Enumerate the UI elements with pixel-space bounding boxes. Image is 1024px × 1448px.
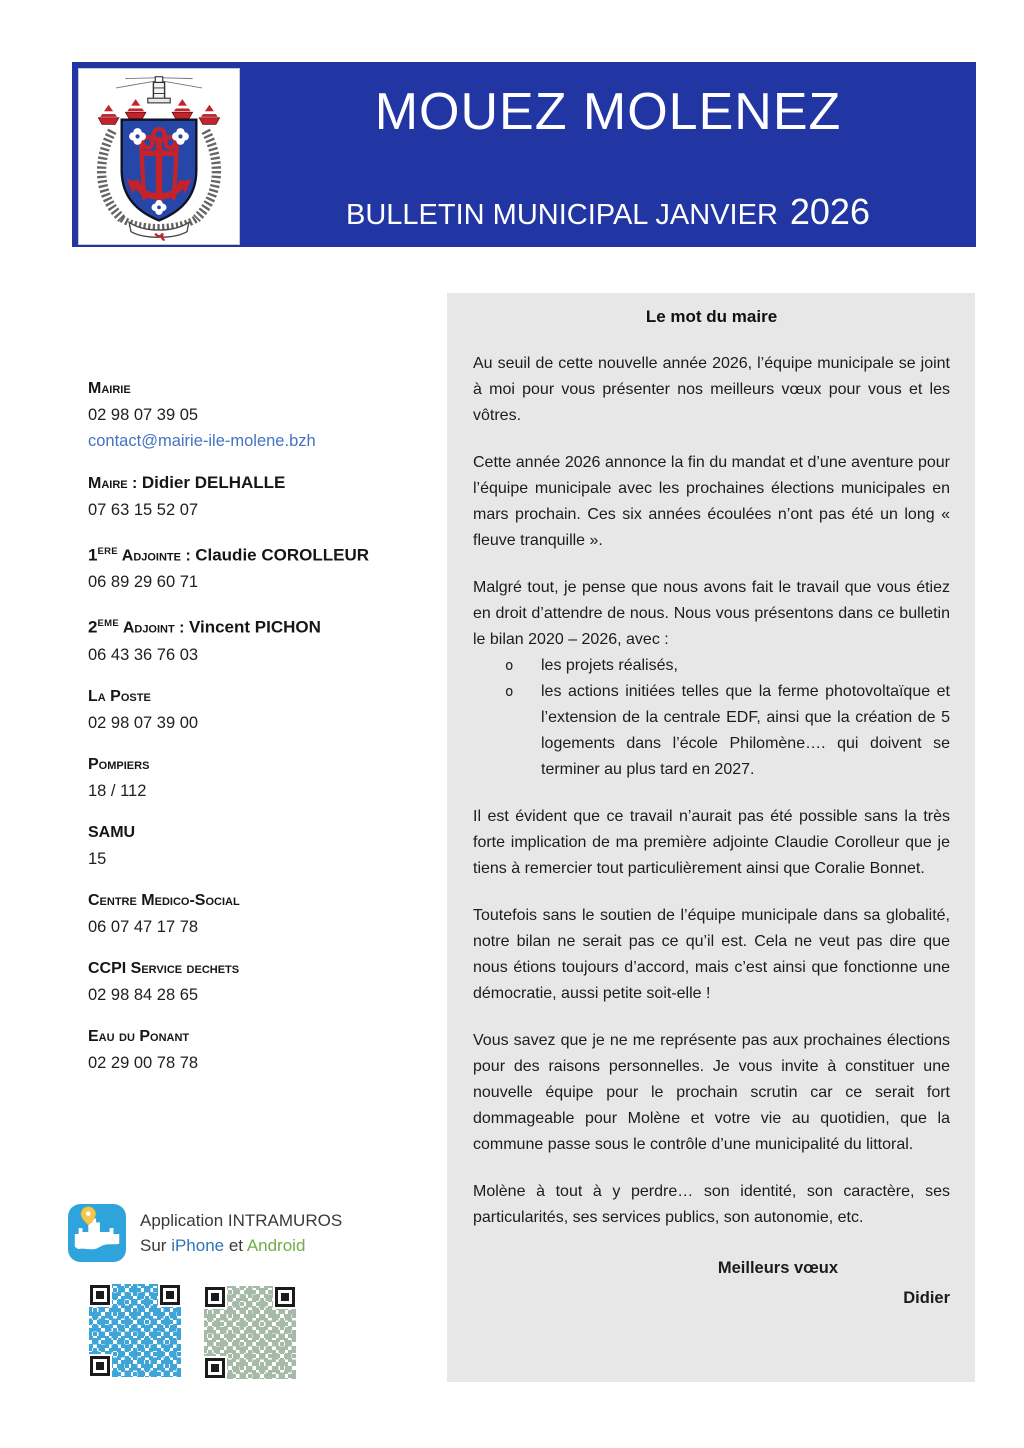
contact-phone: 02 98 07 39 00 bbox=[88, 713, 199, 732]
contact-adjointe1: 1ERE Adjointe : Claudie COROLLEUR 06 89 29 60 71 bbox=[88, 539, 438, 595]
app-promo bbox=[68, 1204, 342, 1262]
contact-phone: 02 29 00 78 78 bbox=[88, 1053, 199, 1072]
qr-finder-icon bbox=[205, 1358, 225, 1378]
masthead-text bbox=[240, 62, 976, 247]
qr-finder-icon bbox=[90, 1285, 110, 1305]
mayor-letter-box bbox=[447, 293, 975, 1382]
adjoint2-name: Vincent PICHON bbox=[188, 617, 321, 637]
contact-label: Adjoint bbox=[118, 619, 175, 637]
letter-paragraph: Toutefois sans le soutien de l’équipe municipale dans sa globalité, notre bilan ne serait pas ce qu’il est. Cela ne veut pas dire que nous étions toujours d’accord, mais c’est ainsi que fonctionne une démocratie, aussi petite soit-elle ! bbox=[473, 907, 950, 1002]
contact-phone: 07 63 15 52 07 bbox=[88, 501, 199, 519]
town-crest bbox=[78, 68, 240, 245]
bullet-marker: o bbox=[505, 684, 514, 700]
crest-graphic bbox=[84, 73, 234, 241]
letter-paragraph: Cette année 2026 annonce la fin du mandat et d’une aventure pour l’équipe municipale avec les prochaines élections municipales en mars prochain. Ces six années écoulées n’ont pas été un long « fleuve tranquille ». bbox=[473, 454, 950, 549]
contact-phone: 15 bbox=[88, 849, 107, 868]
contact-phone: 06 89 29 60 71 bbox=[88, 573, 199, 592]
maire-name: Didier DELHALLE bbox=[141, 473, 286, 492]
bulletin-subtitle bbox=[346, 191, 870, 233]
masthead bbox=[72, 62, 976, 247]
bulletin-title: MOUEZ MOLENEZ bbox=[374, 83, 842, 141]
lighthouse-icon bbox=[148, 76, 170, 102]
iphone-label: iPhone bbox=[171, 1236, 225, 1255]
app-line1: Application INTRAMUROS bbox=[140, 1211, 343, 1230]
bullet-text: les actions initiées telles que la ferme photovoltaïque et l’extension de la centrale EDF, ainsi que la création de 5 logements dans l’école Philomène…. qui doivent se terminer au plus tard en 2027. bbox=[541, 683, 950, 778]
contact-mairie bbox=[88, 376, 438, 454]
letter-paragraph: Vous savez que je ne me représente pas aux prochaines élections pour des raisons personnelles. Je vous invite à constituer une nouvelle équipe pour le prochain scrutin car ce serait fort dommageable pour Molène et votre vie au quotidien, que la commune passe sous le contrôle d’une municipalité du littoral. bbox=[473, 1032, 950, 1153]
mairie-email-link[interactable]: contact@mairie-ile-molene.bzh bbox=[88, 432, 316, 450]
contact-label: SAMU bbox=[88, 823, 136, 841]
contact-label: Pompiers bbox=[88, 755, 150, 773]
contact-label: Mairie bbox=[88, 380, 131, 397]
list-item bbox=[505, 679, 950, 783]
qr-code-android bbox=[203, 1285, 297, 1380]
qr-finder-icon bbox=[90, 1356, 110, 1376]
app-line2: Sur iPhone et Android bbox=[140, 1236, 306, 1255]
contact-label: La Poste bbox=[88, 687, 151, 705]
letter-paragraph: Malgré tout, je pense que nous avons fait le travail que vous étiez en droit d’attendre de nous. Nous vous présentons dans ce bulletin le bilan 2020 – 2026, avec : bbox=[473, 579, 950, 648]
qr-finder-icon bbox=[275, 1287, 295, 1307]
contact-phone: 18 / 112 bbox=[88, 781, 147, 800]
letter-paragraph: Molène à tout à y perdre… son identité, son caractère, ses particularités, ses services publics, son autonomie, etc. bbox=[473, 1183, 950, 1226]
contact-maire: Maire : Didier DELHALLE 07 63 15 52 07 bbox=[88, 470, 438, 523]
bullet-marker: o bbox=[505, 658, 514, 674]
contact-label: Centre Medico-Social bbox=[88, 891, 240, 909]
contact-eau bbox=[88, 1024, 438, 1076]
bullet-text: les projets réalisés, bbox=[541, 657, 678, 674]
ordinal-suffix: ERE bbox=[97, 546, 118, 557]
bulletin-subtitle-label: BULLETIN MUNICIPAL JANVIER bbox=[346, 199, 778, 231]
list-item bbox=[505, 653, 950, 679]
qr-finder-icon bbox=[160, 1285, 180, 1305]
intramuros-app-icon bbox=[68, 1204, 126, 1262]
contact-phone: 02 98 84 28 65 bbox=[88, 985, 199, 1004]
contact-pompiers bbox=[88, 752, 438, 804]
letter-paragraph: Il est évident que ce travail n’aurait pas été possible sans la très forte implication de ma première adjointe Claudie Corolleur que je tiens à remercier tout particulièrement ainsi que Coralie Bonnet. bbox=[473, 808, 950, 877]
contact-phone: 06 43 36 76 03 bbox=[88, 645, 199, 664]
adjointe1-name: Claudie COROLLEUR bbox=[195, 545, 370, 565]
letter-signature: Didier bbox=[903, 1289, 950, 1307]
letter-closing: Meilleurs vœux bbox=[717, 1259, 838, 1277]
letter-paragraph: Au seuil de cette nouvelle année 2026, l’équipe municipale se joint à moi pour vous présenter nos meilleurs vœux pour vous et les vôtres. bbox=[473, 355, 950, 424]
contact-label: Maire bbox=[88, 475, 128, 492]
contact-phone: 02 98 07 39 05 bbox=[88, 406, 199, 424]
contact-label: CCPI Service dechets bbox=[88, 959, 240, 977]
contact-samu bbox=[88, 820, 438, 872]
letter-title: Le mot du maire bbox=[645, 307, 778, 326]
ordinal-suffix: EME bbox=[97, 618, 119, 630]
contact-ccpi bbox=[88, 956, 438, 1008]
contact-medico-social bbox=[88, 888, 438, 940]
bulletin-year: 2026 bbox=[789, 191, 870, 232]
qr-finder-icon bbox=[205, 1287, 225, 1307]
contact-poste bbox=[88, 684, 438, 736]
bullet-list bbox=[505, 653, 950, 783]
contact-phone: 06 07 47 17 78 bbox=[88, 917, 199, 936]
contact-adjoint2: 2EME Adjoint : Vincent PICHON 06 43 36 76 03 bbox=[88, 611, 438, 667]
contact-label: Eau du Ponant bbox=[88, 1027, 190, 1045]
contacts-sidebar bbox=[88, 376, 438, 1092]
app-promo-text bbox=[140, 1208, 342, 1258]
contact-label: Adjointe bbox=[117, 547, 181, 565]
android-label: Android bbox=[246, 1236, 306, 1255]
qr-code-iphone bbox=[88, 1283, 182, 1378]
